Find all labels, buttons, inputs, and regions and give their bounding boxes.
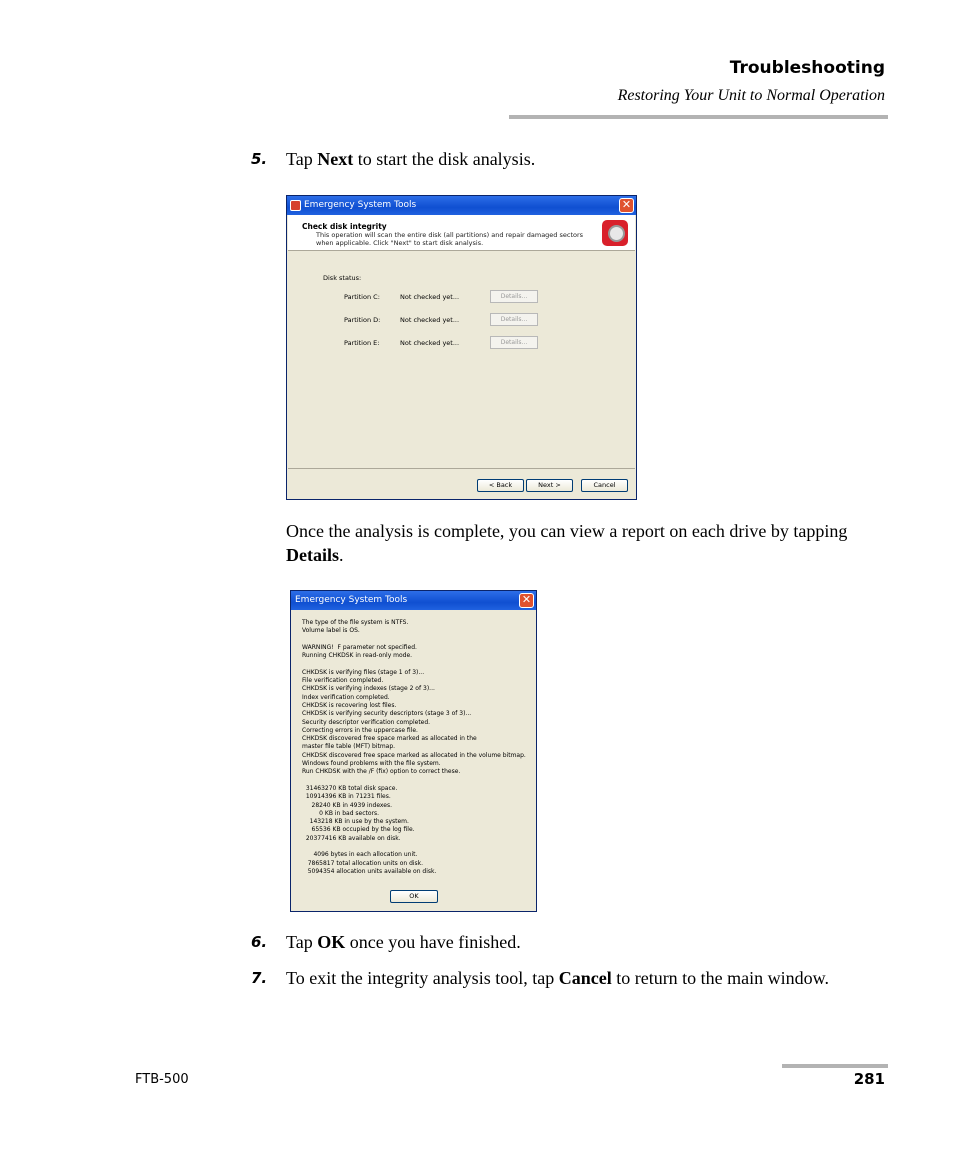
- cancel-button[interactable]: Cancel: [581, 479, 628, 492]
- page-number: 281: [853, 1070, 885, 1088]
- close-icon[interactable]: ✕: [619, 198, 634, 213]
- dialog-titlebar: [287, 196, 636, 215]
- disk-icon: [602, 220, 628, 246]
- step-text-bold: OK: [317, 932, 346, 952]
- partition-e-status: Not checked yet...: [400, 339, 460, 347]
- back-button[interactable]: < Back: [477, 479, 524, 492]
- chkdsk-report-dialog: [290, 590, 537, 912]
- step-text-pre: Tap: [286, 932, 318, 952]
- step-text-bold: Cancel: [558, 968, 612, 988]
- step-text: [286, 930, 866, 954]
- step-number: 6.: [251, 933, 268, 951]
- step-text-post: once you have finished.: [345, 932, 521, 952]
- partition-c-status: Not checked yet...: [400, 293, 460, 301]
- close-icon[interactable]: ✕: [519, 593, 534, 608]
- step-text-pre: Tap: [286, 149, 318, 169]
- partition-e-details-button[interactable]: Details...: [490, 336, 538, 349]
- report-body: [292, 610, 535, 910]
- step-number: 7.: [251, 969, 268, 987]
- paragraph-text-bold: Details: [286, 545, 339, 565]
- wizard-header: [288, 215, 635, 251]
- next-button[interactable]: Next >: [526, 479, 573, 492]
- chkdsk-log-text: The type of the file system is NTFS. Volume label is OS. WARNING! F parameter not specified. Running CHKDSK in read-only mode. CHKDSK is verifying files (stage 1 of 3)... File verification completed. CHKDSK is verifying indexes (stage 2 of 3)... Index verification completed. CHKDSK is recovering lost files. CHKDSK is verifying security descriptors (stage 3 of 3)... Security descriptor verification completed. Correcting errors in the uppercase file. CHKDSK discovered free space marked as allocated in the master file table (MFT) bitmap. CHKDSK discovered free space marked as allocated in the volume bitmap. Windows found problems with the file system. Run CHKDSK with the /F (fix) option to correct these. 31463270 KB total disk space. 10914396 KB in 71231 files. 28240 KB in 4939 indexes. 0 KB in bad sectors. 143218 KB in use by the system. 65536 KB occupied by the log file. 20377416 KB available on disk. 4096 bytes in each allocation unit. 7865817 total allocation units on disk. 5094354 allocation units available on disk.: [302, 619, 526, 875]
- step-text-post: to return to the main window.: [611, 968, 829, 988]
- partition-e-label: Partition E:: [344, 339, 380, 347]
- partition-d-label: Partition D:: [344, 316, 381, 324]
- header-rule: [509, 115, 888, 119]
- step-number: 5.: [251, 150, 268, 168]
- step-text-post: to start the disk analysis.: [353, 149, 536, 169]
- footer-rule: [782, 1064, 888, 1068]
- partition-c-details-button[interactable]: Details...: [490, 290, 538, 303]
- wizard-heading: Check disk integrity: [302, 222, 387, 231]
- partition-d-details-button[interactable]: Details...: [490, 313, 538, 326]
- partition-d-status: Not checked yet...: [400, 316, 460, 324]
- wizard-description: This operation will scan the entire disk (all partitions) and repair damaged sectors when applicable. Click "Next" to start disk analysis.: [316, 231, 584, 247]
- dialog-titlebar: [291, 591, 536, 610]
- disk-status-label: Disk status:: [323, 274, 362, 282]
- section-title: Troubleshooting: [729, 58, 885, 78]
- details-paragraph: [286, 519, 896, 567]
- step-text: [286, 147, 866, 171]
- paragraph-text-pre: Once the analysis is complete, you can view a report on each drive by tapping: [286, 521, 848, 541]
- partition-c-label: Partition C:: [344, 293, 380, 301]
- step-text-bold: Next: [317, 149, 354, 169]
- ok-button[interactable]: OK: [390, 890, 438, 903]
- section-subtitle: Restoring Your Unit to Normal Operation: [617, 87, 885, 104]
- product-name: FTB-500: [135, 1072, 189, 1087]
- step-text: [286, 966, 866, 990]
- dialog-title: Emergency System Tools: [295, 595, 408, 605]
- check-disk-dialog: [286, 195, 637, 500]
- paragraph-text-post: .: [339, 545, 344, 565]
- dialog-title: Emergency System Tools: [304, 200, 417, 210]
- app-icon: [290, 200, 301, 211]
- step-text-pre: To exit the integrity analysis tool, tap: [286, 968, 559, 988]
